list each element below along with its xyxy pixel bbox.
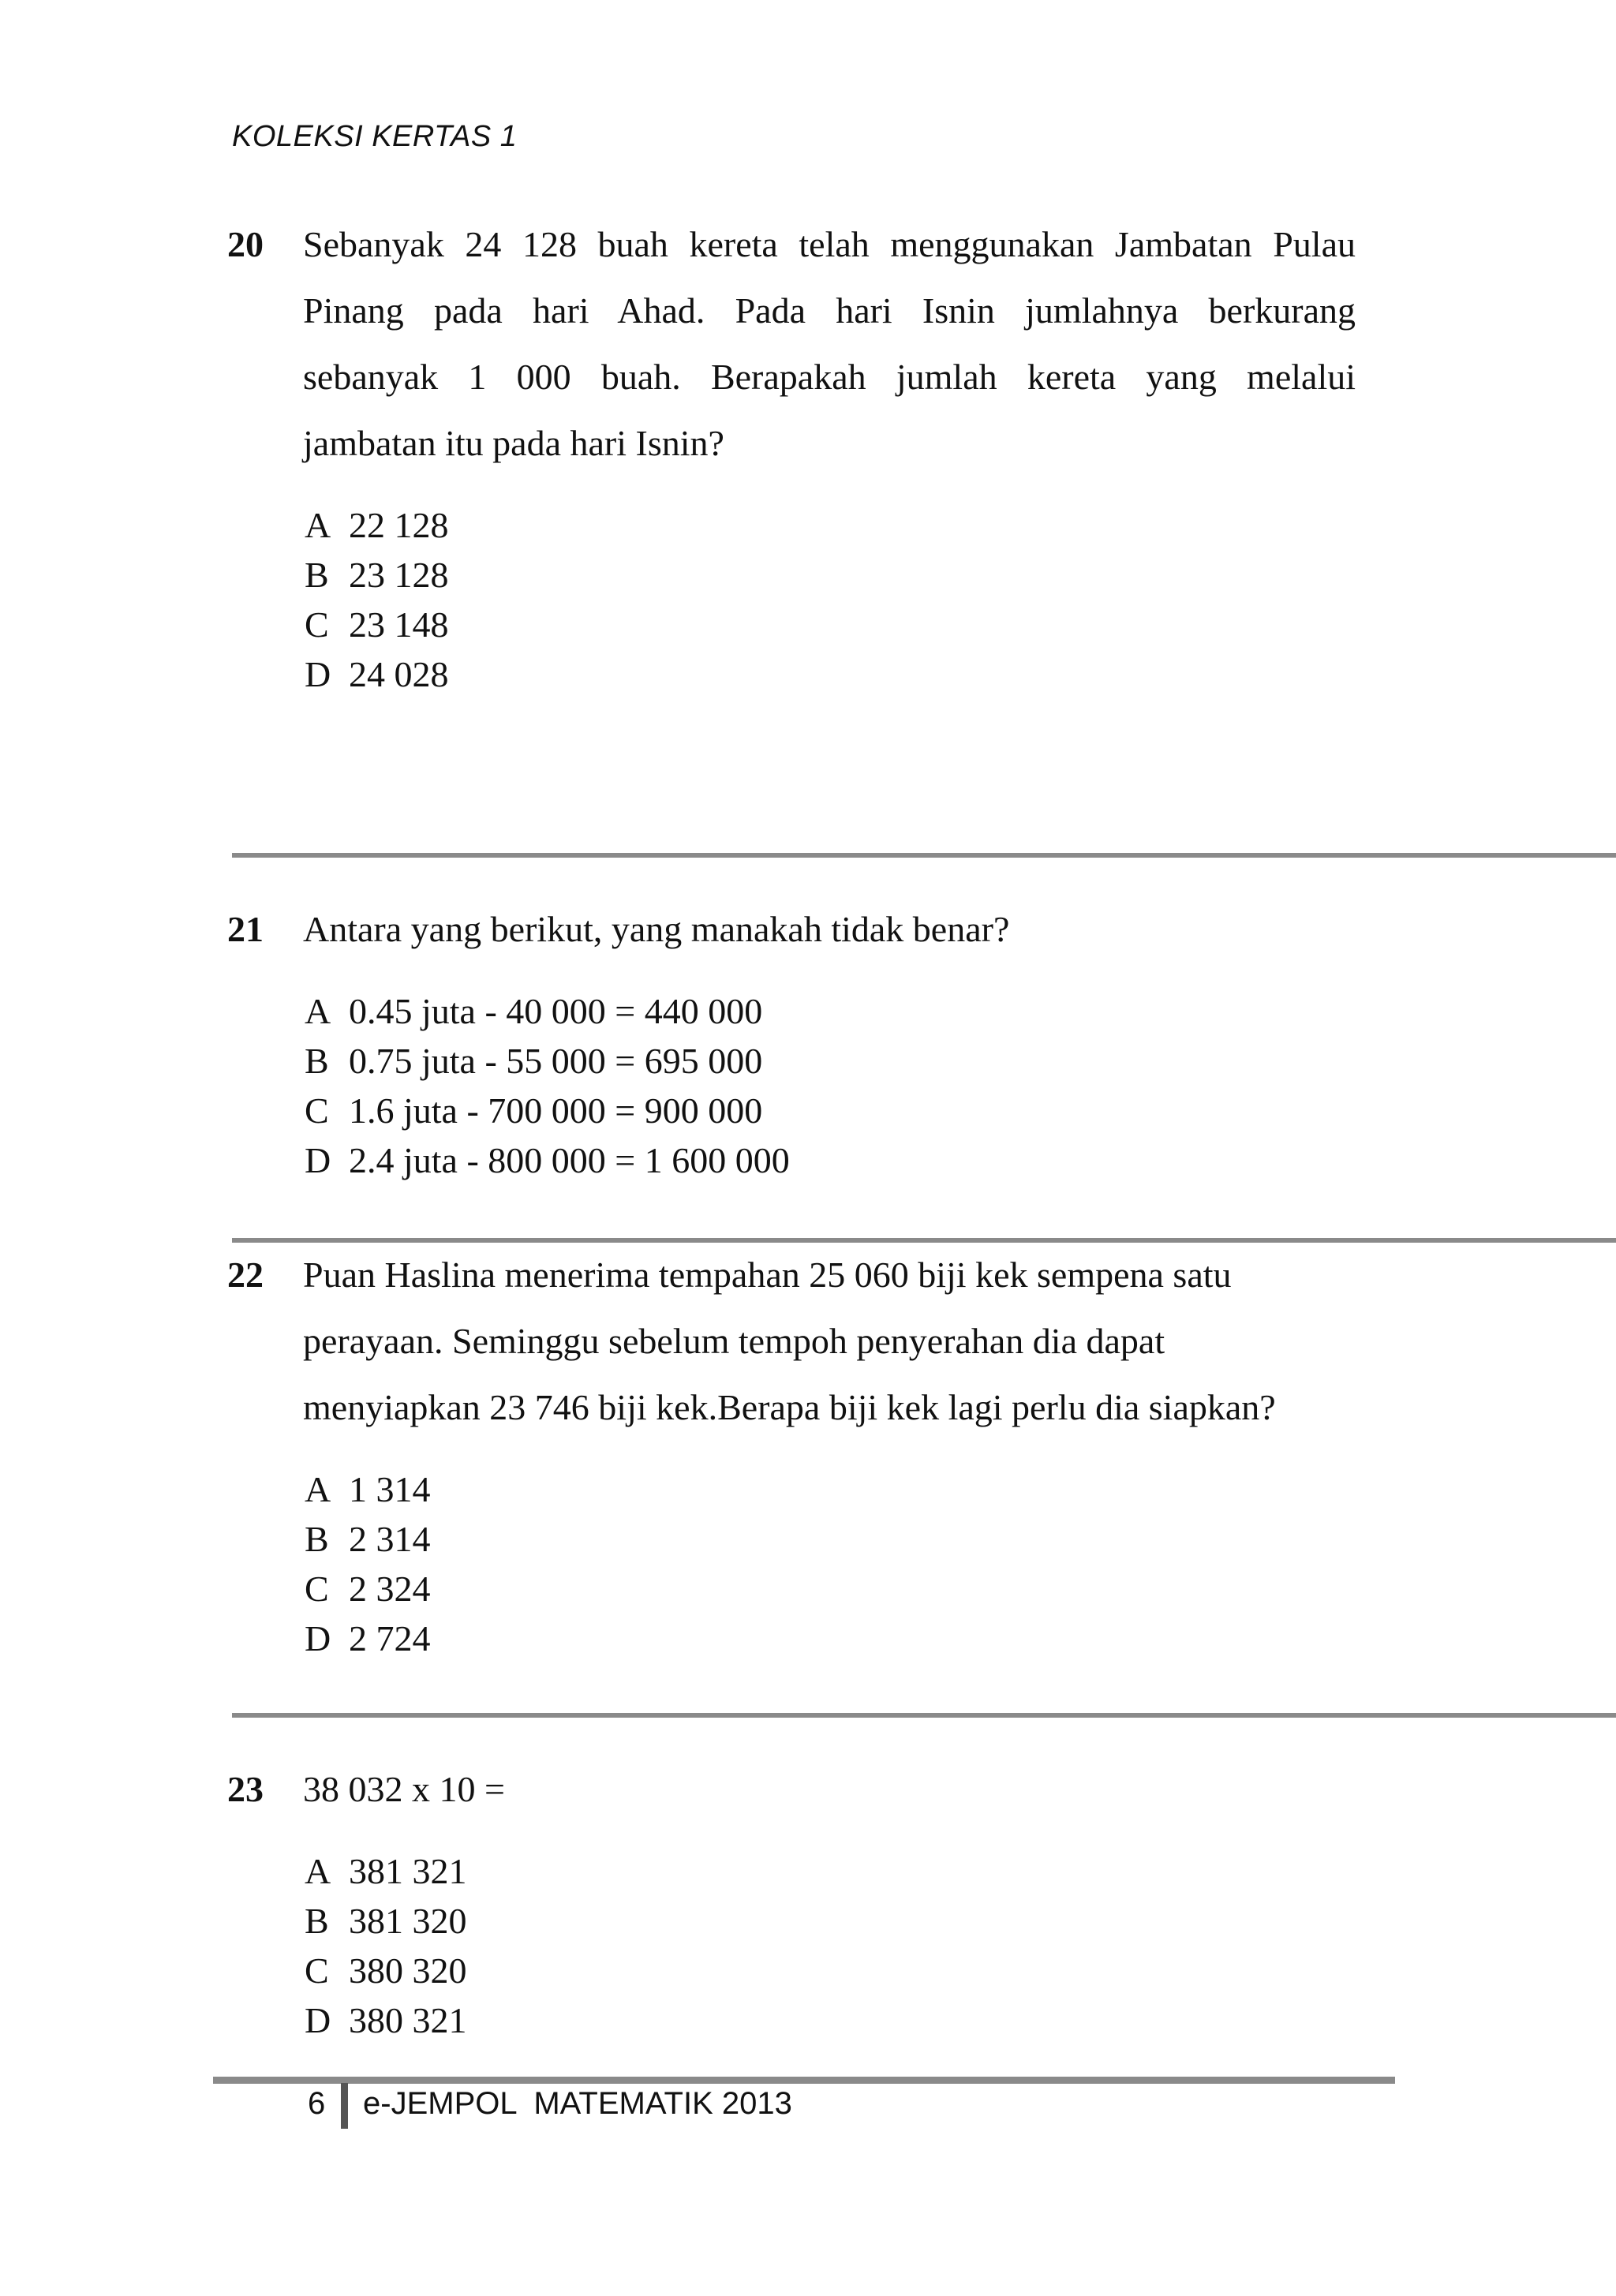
option-letter: D [305, 1618, 331, 1658]
question-line: Puan Haslina menerima tempahan 25 060 biji kek sempena satu [303, 1255, 1232, 1295]
option-letter: C [305, 1569, 329, 1609]
answer-option[interactable] [305, 986, 1356, 1036]
answer-option[interactable] [305, 649, 1356, 699]
answer-option[interactable] [305, 1514, 1356, 1564]
option-text: 22 128 [349, 505, 449, 545]
option-text: 23 148 [349, 604, 449, 645]
option-letter: C [305, 1950, 329, 1991]
option-letter: A [305, 991, 331, 1031]
answer-option[interactable] [305, 1846, 1356, 1896]
option-letter: C [305, 604, 329, 645]
section-divider [232, 1713, 1616, 1718]
option-text: 1.6 juta - 700 000 = 900 000 [349, 1090, 763, 1131]
option-letter: B [305, 555, 329, 595]
question-text [303, 1242, 1356, 1441]
footer-title: e-JEMPOL MATEMATIK 2013 [363, 2086, 792, 2121]
option-text: 0.75 juta - 55 000 = 695 000 [349, 1041, 763, 1081]
option-letter: B [305, 1519, 329, 1559]
option-letter: B [305, 1901, 329, 1941]
option-text: 2.4 juta - 800 000 = 1 600 000 [349, 1140, 790, 1180]
option-text: 381 320 [349, 1901, 467, 1941]
question-line: Sebanyak 24 128 buah kereta telah menggunakan Jambatan Pulau [303, 224, 1356, 264]
question-line: menyiapkan 23 746 biji kek.Berapa biji kek lagi perlu dia siapkan? [303, 1387, 1276, 1427]
question-number: 23 [227, 1769, 264, 1809]
question-21 [227, 896, 1356, 1185]
question-number: 20 [227, 224, 264, 264]
option-text: 23 128 [349, 555, 449, 595]
answer-option[interactable] [305, 1995, 1356, 2045]
answer-option[interactable] [305, 1614, 1356, 1663]
question-22 [227, 1242, 1356, 1663]
answer-options [305, 986, 1356, 1185]
option-letter: B [305, 1041, 329, 1081]
question-text [303, 1756, 1356, 1823]
option-letter: C [305, 1090, 329, 1131]
section-divider [232, 853, 1616, 858]
question-text [303, 211, 1356, 477]
option-text: 381 321 [349, 1851, 467, 1891]
option-text: 0.45 juta - 40 000 = 440 000 [349, 991, 763, 1031]
option-letter: A [305, 1851, 331, 1891]
question-number: 21 [227, 909, 264, 949]
option-letter: D [305, 1140, 331, 1180]
page-header: KOLEKSI KERTAS 1 [232, 120, 518, 153]
answer-option[interactable] [305, 500, 1356, 550]
question-number: 22 [227, 1255, 264, 1295]
question-line: 38 032 x 10 = [303, 1769, 505, 1809]
question-line: jambatan itu pada hari Isnin? [303, 423, 724, 463]
option-text: 24 028 [349, 654, 449, 694]
answer-options [305, 1846, 1356, 2045]
answer-option[interactable] [305, 600, 1356, 649]
answer-options [305, 500, 1356, 699]
question-line: Antara yang berikut, yang manakah tidak benar? [303, 909, 1010, 949]
question-text [303, 896, 1356, 963]
answer-option[interactable] [305, 1135, 1356, 1185]
question-20 [227, 211, 1356, 699]
option-letter: A [305, 505, 331, 545]
option-text: 2 324 [349, 1569, 431, 1609]
option-letter: D [305, 2000, 331, 2040]
option-text: 380 321 [349, 2000, 467, 2040]
option-letter: D [305, 654, 331, 694]
option-text: 380 320 [349, 1950, 467, 1991]
answer-options [305, 1464, 1356, 1663]
answer-option[interactable] [305, 1946, 1356, 1995]
page-number: 6 [308, 2086, 326, 2121]
option-text: 1 314 [349, 1469, 431, 1509]
question-line: perayaan. Seminggu sebelum tempoh penyerahan dia dapat [303, 1321, 1165, 1361]
question-line: sebanyak 1 000 buah. Berapakah jumlah kereta yang melalui [303, 357, 1356, 397]
answer-option[interactable] [305, 1896, 1356, 1946]
answer-option[interactable] [305, 1564, 1356, 1614]
answer-option[interactable] [305, 1464, 1356, 1514]
option-text: 2 314 [349, 1519, 431, 1559]
question-23 [227, 1756, 1356, 2045]
answer-option[interactable] [305, 1086, 1356, 1135]
option-letter: A [305, 1469, 331, 1509]
answer-option[interactable] [305, 1036, 1356, 1086]
question-line: Pinang pada hari Ahad. Pada hari Isnin jumlahnya berkurang [303, 290, 1356, 331]
answer-option[interactable] [305, 550, 1356, 600]
footer-rule [213, 2077, 1395, 2084]
footer-separator [341, 2083, 348, 2129]
option-text: 2 724 [349, 1618, 431, 1658]
